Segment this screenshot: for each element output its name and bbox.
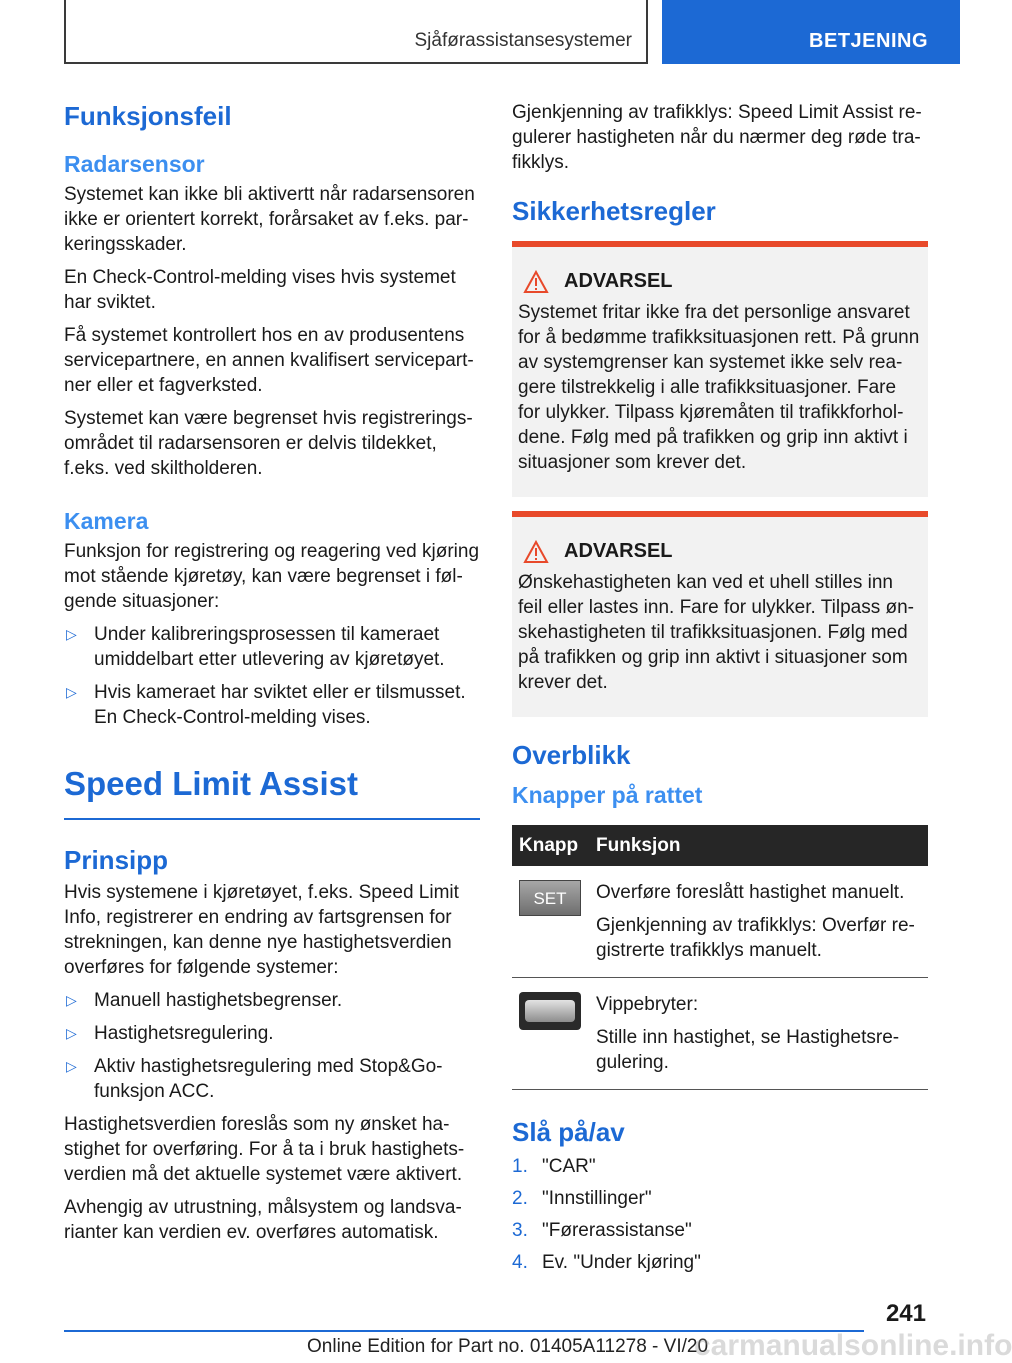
table-cell-text: Overføre foreslått hastighet manuelt. — [596, 882, 905, 903]
heading-kamera: Kamera — [64, 508, 149, 534]
table-cell-text: Vippebryter: — [596, 994, 699, 1015]
warning-box — [512, 511, 928, 717]
heading-sla-pa-av: Slå på/av — [512, 1117, 625, 1147]
warning-triangle-icon — [524, 541, 548, 563]
list-item: ▷ Manuell hastighetsbegrenser. — [66, 990, 343, 1011]
page-number: 241 — [885, 1300, 926, 1327]
heading-radarsensor: Radarsensor — [64, 151, 205, 177]
list-item: ▷ Hvis kameraet har sviktet eller er tilsmusset. En Check-Control-melding vises. — [66, 682, 466, 728]
prinsipp-paragraph-3: Avhengig av utrustning, målsystem og landsvarianter kan verdien ev. overføres automatisk. — [64, 1197, 462, 1243]
warning-triangle-icon — [524, 271, 548, 293]
header-section-title: Sjåførassistansesystemer — [414, 30, 632, 51]
list-item: ▷ Hastighetsregulering. — [66, 1023, 274, 1044]
radar-paragraph-3: Få systemet kontrollert hos en av produsentens servicepartnere, en annen kvalifisert servicepartner eller et fagverksted. — [64, 325, 474, 396]
warning-text: Ønskehastigheten kan ved et uhell stilles inn feil eller lastes inn. Fare for ulykker. Tilpass ønskehastigheten til trafikksituasjonen. Følg med på trafikken og grip inn aktivt i situasjoner som krever det. — [518, 572, 914, 693]
table-cell-text: Gjenkjenning av trafikklys: Overfør registrerte trafikklys manuelt. — [596, 915, 915, 961]
steps-list — [512, 1154, 928, 1275]
heading-overblikk: Overblikk — [512, 740, 631, 770]
heading-sikkerhetsregler: Sikkerhetsregler — [512, 196, 716, 226]
list-item: 1. "CAR" — [512, 1156, 596, 1177]
traffic-light-paragraph: Gjenkjenning av trafikklys: Speed Limit Assist regulerer hastigheten når du nærmer deg røde trafikklys. — [512, 102, 922, 173]
list-item: 4. Ev. "Under kjøring" — [512, 1252, 701, 1273]
radar-paragraph-4: Systemet kan være begrenset hvis registreringsområdet til radarsensoren er delvis tildekket, f.eks. ved skiltholderen. — [64, 408, 473, 479]
kamera-list — [64, 622, 480, 730]
triangle-bullet-icon: ▷ — [66, 626, 77, 642]
list-item: 3. "Førerassistanse" — [512, 1220, 692, 1241]
header-chapter-tab[interactable]: BETJENING — [662, 0, 960, 64]
radar-paragraph-1: Systemet kan ikke bli aktivertt når radarsensoren ikke er orientert korrekt, forårsaket av f.eks. parkeringsskader. — [64, 184, 475, 255]
list-item: ▷ Aktiv hastighetsregulering med Stop&Go-funksjon ACC. — [66, 1056, 443, 1102]
warning-text: Systemet fritar ikke fra det personlige ansvaret for å bedømme trafikksituasjonen rett. På grunn av systemgrenser kan systemet ikke selv reagere tilstrekkelig i alle trafikksituasjoner. Fare for ulykker. Tilpass kjøremåten til trafikkforholdene. Følg med på trafikken og grip inn aktivt i situasjoner som krever det. — [518, 302, 920, 473]
warning-box — [512, 241, 928, 497]
prinsipp-paragraph-1: Hvis systemene i kjøretøyet, f.eks. Speed Limit Info, registrerer en endring av fartsgrensen for strekningen, kan denne nye hastighetsverdien overføres for følgende systemer: — [64, 882, 459, 978]
prinsipp-paragraph-2: Hastighetsverdien foreslås som ny ønsket hastighet for overføring. For å ta i bruk hastighetsverdien må det aktuelle systemet være aktivert. — [64, 1114, 465, 1185]
column-header-funksjon: Funksjon — [589, 825, 928, 866]
warning-title: ADVARSEL — [564, 540, 673, 562]
triangle-bullet-icon: ▷ — [66, 992, 77, 1008]
list-item: 2. "Innstillinger" — [512, 1188, 652, 1209]
warning-title: ADVARSEL — [564, 270, 673, 292]
column-header-knapp: Knapp — [512, 825, 589, 866]
kamera-paragraph: Funksjon for registrering og reagering ved kjøring mot stående kjøretøy, kan være begrenset i følgende situasjoner: — [64, 541, 480, 612]
triangle-bullet-icon: ▷ — [66, 1025, 77, 1041]
heading-prinsipp: Prinsipp — [64, 845, 169, 875]
table-header-row — [512, 825, 928, 866]
triangle-bullet-icon: ▷ — [66, 684, 77, 700]
left-column — [64, 100, 480, 1253]
list-item: ▷ Under kalibreringsprosessen til kameraet umiddelbart etter utlevering av kjøretøyet. — [66, 624, 445, 670]
right-column — [512, 100, 928, 1282]
table-cell-text: Stille inn hastighet, se Hastighetsregulering. — [596, 1027, 900, 1073]
set-button-icon: SET — [519, 880, 581, 916]
table-row — [512, 866, 928, 978]
heading-speed-limit-assist: Speed Limit Assist — [64, 762, 480, 820]
heading-funksjonsfeil: Funksjonsfeil — [64, 101, 232, 131]
rocker-switch-icon — [519, 992, 581, 1030]
table-row — [512, 978, 928, 1090]
triangle-bullet-icon: ▷ — [66, 1058, 77, 1074]
prinsipp-list — [64, 988, 480, 1104]
radar-paragraph-2: En Check-Control-melding vises hvis systemet har sviktet. — [64, 267, 456, 313]
footer-edition: Online Edition for Part no. 01405A11278 - VI/20 — [307, 1336, 709, 1357]
buttons-table — [512, 825, 928, 1090]
watermark: carmanualsonline.info — [694, 1329, 1012, 1362]
heading-knapper-pa-rattet: Knapper på rattet — [512, 782, 703, 808]
